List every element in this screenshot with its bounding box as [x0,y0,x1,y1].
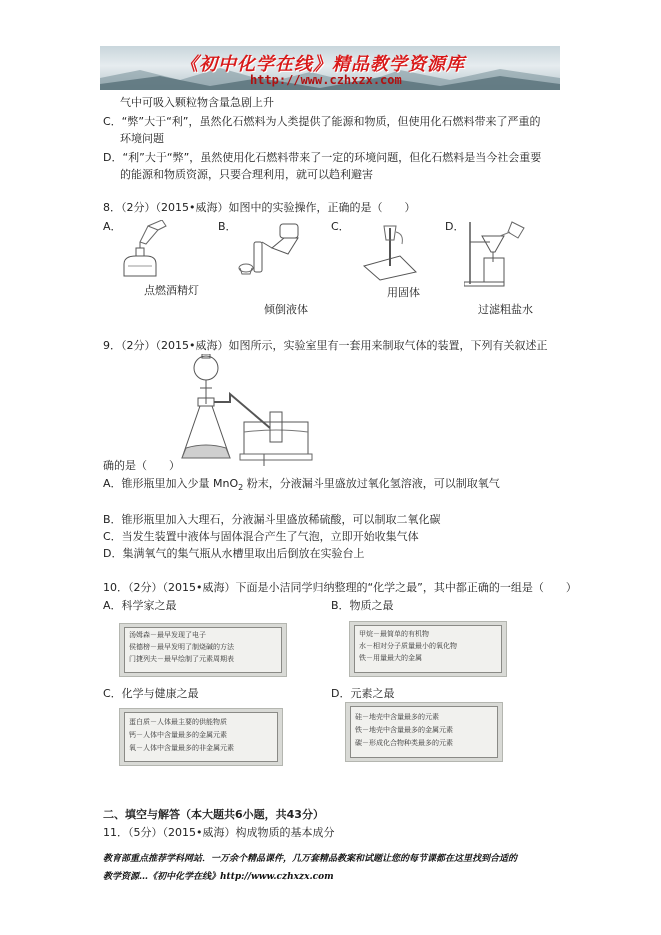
q10-box-a-line: 侯德榜－最早发明了制烧碱的方法 [129,643,234,651]
q10-box-d [345,702,503,762]
q10-box-d-line: 碳－形成化合物种类最多的元素 [355,739,453,747]
banner-url[interactable]: http://www.czhxzx.com [250,73,402,87]
q10-box-c-line: 钙－人体中含量最多的金属元素 [129,731,227,739]
q8-caption-b: 倾倒液体 [264,303,308,316]
prev-option-c-line2: 环境问题 [120,132,164,145]
q8-label-c: C． [331,220,350,233]
q11-stem: 11．（5分）（2015•威海）构成物质的基本成分 [103,826,335,839]
q10-box-a-line: 汤姆森－最早发现了电子 [129,631,206,639]
q9-stem-2: 确的是（ ） [103,459,180,472]
q10-box-b-line: 铁－用量最大的金属 [359,654,422,662]
section-2-title: 二、填空与解答（本大题共6小题，共43分） [103,808,324,821]
alcohol-lamp-figure [118,220,168,282]
q9-stem: 9．（2分）（2015•威海）如图所示，实验室里有一套用来制取气体的装置，下列有关叙述正 [103,339,548,352]
q10-option-d: D．元素之最 [331,687,395,700]
q9-option-b: B．锥形瓶里加入大理石，分液漏斗里盛放稀硫酸，可以制取二氧化碳 [103,513,441,526]
q10-box-a [119,623,287,677]
q10-stem: 10．（2分）（2015•威海）下面是小洁同学归纳整理的“化学之最”，其中都正确的一组是（ ） [103,581,577,594]
footer-line-2[interactable]: 教学资源…《初中化学在线》http://www.czhxzx.com [103,872,334,882]
banner-title: 《初中化学在线》精品教学资源库 [180,54,465,75]
q10-box-b-line: 甲烷－最简单的有机物 [359,630,429,638]
q10-option-b: B．物质之最 [331,599,394,612]
q8-caption-c: 用固体 [387,286,420,299]
prev-option-d-line2: 的能源和物质资源，只要合理利用，就可以趋利避害 [120,168,373,181]
q8-caption-a: 点燃酒精灯 [144,284,199,297]
q10-box-b [349,621,507,677]
prev-option-b-tail: 气中可吸入颗粒物含量急剧上升 [120,96,274,109]
footer-line-1: 教育部重点推荐学科网站．一万余个精品课件，几万套精品教案和试题让您的每节课都在这里找到合适的 [103,854,518,864]
q9-option-c: C．当发生装置中液体与固体混合产生了气泡，立即开始收集气体 [103,530,419,543]
q10-box-c [119,708,283,766]
q8-label-d: D． [445,220,465,233]
q8-label-b: B． [218,220,237,233]
gas-apparatus-figure [178,354,318,472]
prev-option-c-line1: C．“弊”大于“利”，虽然化石燃料为人类提供了能源和物质，但使用化石燃料带来了严重的 [103,115,541,128]
q8-stem: 8．（2分）（2015•威海）如图中的实验操作，正确的是（ ） [103,201,416,214]
q10-box-c-line: 氧－人体中含量最多的非金属元素 [129,744,234,752]
pouring-liquid-figure [236,222,308,282]
handling-solid-figure [360,222,420,282]
q10-option-a: A．科学家之最 [103,599,177,612]
prev-option-d-line1: D．“利”大于“弊”，虽然使用化石燃料带来了一定的环境问题，但化石燃料是当今社会重要 [103,151,542,164]
q8-caption-d: 过滤粗盐水 [478,303,533,316]
q10-box-d-line: 硅－地壳中含量最多的元素 [355,713,439,721]
q10-option-c: C．化学与健康之最 [103,687,199,700]
header-banner [100,46,560,90]
q10-box-b-line: 水－相对分子质量最小的氧化物 [359,642,457,650]
q10-box-a-line: 门捷列夫－最早绘制了元素周期表 [129,655,234,663]
q9-option-a: A．锥形瓶里加入少量 MnO$_2$ 粉末，分液漏斗里盛放过氧化氢溶液，可以制取氧气 [103,477,500,493]
q8-label-a: A． [103,220,122,233]
q10-box-c-line: 蛋白质－人体最主要的供能物质 [129,718,227,726]
q9-option-d: D．集满氧气的集气瓶从水槽里取出后倒放在实验台上 [103,547,365,560]
filtration-figure [464,218,534,290]
q10-box-d-line: 铁－地壳中含量最多的金属元素 [355,726,453,734]
